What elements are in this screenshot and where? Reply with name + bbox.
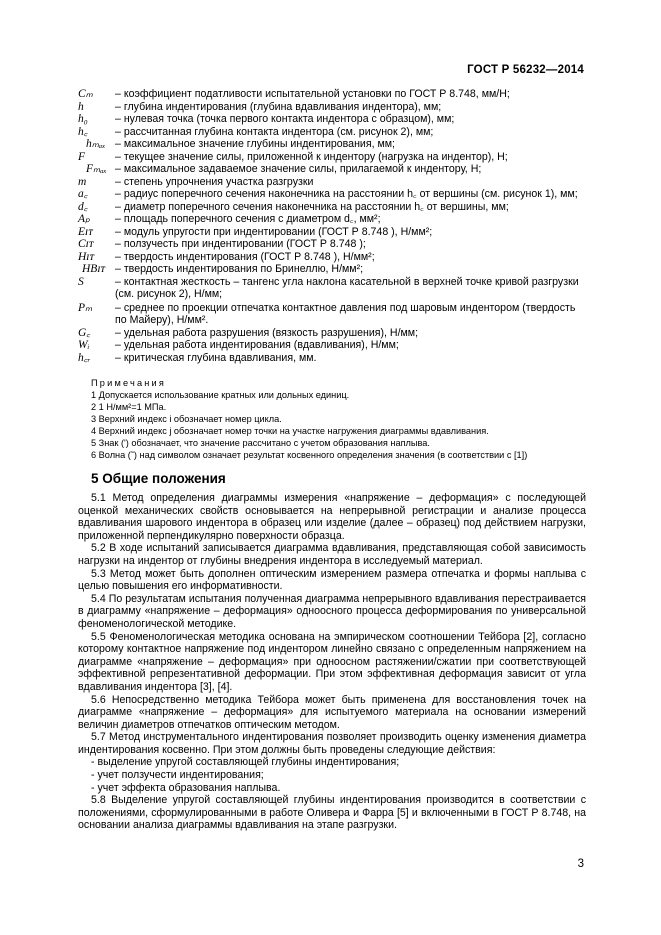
symbol: F: [78, 150, 86, 163]
symbol-definition: – глубина индентирования (глубина вдавливания индентора), мм;: [115, 100, 442, 113]
symbol-definition: – площадь поперечного сечения с диаметром d꜀, мм²;: [115, 213, 381, 225]
document-number: ГОСТ Р 56232—2014: [467, 64, 584, 76]
symbol: Hɪᴛ: [78, 250, 94, 263]
symbol: Cɪᴛ: [78, 238, 94, 250]
symbol-definition: – рассчитанная глубина контакта индентора (см. рисунок 2), мм;: [115, 125, 434, 138]
symbol-definition: – радиус поперечного сечения наконечника на расстоянии h꜀ от вершины (см. рисунок 1), мм;: [115, 188, 578, 200]
symbol-definition: – удельная работа разрушения (вязкость разрушения), Н/мм;: [115, 326, 419, 339]
symbol-row: [78, 276, 588, 301]
symbol-definition: – текущее значение силы, приложенной к индентору (нагрузка на индентор), Н;: [115, 150, 508, 163]
symbol-definition: – максимальное значение глубины индентирования, мм;: [115, 138, 395, 150]
paragraph: 5.1 Метод определения диаграммы измерения «напряжение – деформация» с последующей оценкой механических свойств основывается на непрерывной регистрации и анализе процесса вдавливания шарового индентора в образец или изделие (далее – образец) под действием нагрузки, приложенной перпендикулярно поверхности образца.: [78, 492, 586, 542]
list-item: - выделение упругой составляющей глубины индентирования;: [91, 756, 400, 769]
symbol-definition: – твердость индентирования (ГОСТ Р 8.748 ), Н/мм²;: [115, 250, 375, 263]
symbol-row: [78, 113, 588, 126]
note-item: 6 Волна (˜) над символом означает результат косвенного определения значения (в соответствии с [1]): [91, 450, 528, 460]
symbol-row: [78, 163, 588, 176]
symbol: hₘₐₓ: [86, 138, 106, 150]
section-title: 5 Общие положения: [91, 471, 226, 486]
symbol-row: [78, 302, 588, 327]
symbol: HBɪᴛ: [82, 263, 105, 275]
symbol-definition: – удельная работа индентирования (вдавливания), Н/мм;: [115, 339, 399, 351]
symbol-definition: – степень упрочнения участка разгрузки: [115, 175, 314, 188]
symbol-definition: – диаметр поперечного сечения наконечника на расстоянии h꜀ от вершины, мм;: [115, 200, 509, 213]
symbol-row: [78, 213, 588, 226]
symbol-row: [78, 151, 588, 164]
symbol: G꜀: [78, 326, 91, 339]
list-item: - учет ползучести индентирования;: [91, 769, 264, 782]
symbol-row: [78, 201, 588, 214]
symbol: a꜀: [78, 188, 88, 200]
paragraph: 5.3 Метод может быть дополнен оптическим измерением размера отпечатка и формы наплыва с целью повышения его информативности.: [78, 567, 586, 593]
symbol: Aₚ: [78, 213, 90, 225]
symbol-row: [78, 138, 588, 151]
symbol-row: [78, 352, 588, 365]
symbol: Pₘ: [78, 301, 93, 314]
symbol: h₀: [78, 113, 88, 125]
symbol: m: [78, 175, 87, 188]
symbol: S: [78, 275, 84, 288]
note-item: 1 Допускается использование кратных или дольных единиц.: [91, 390, 350, 400]
symbol-definition: – нулевая точка (точка первого контакта индентора с образцом), мм;: [115, 113, 455, 125]
symbol-row: [78, 263, 588, 276]
paragraph: 5.2 В ходе испытаний записывается диаграмма вдавливания, представляющая собой зависимость нагрузки на индентор от глубины внедрения индентора в исследуемый материал.: [78, 542, 586, 567]
symbol: d꜀: [78, 200, 88, 213]
paragraph: 5.6 Непосредственно методика Тейбора может быть применена для восстановления точек на диаграмме «напряжение – деформация» для испытуемого материала на основании измерений величин диаметров отпечатков оптическим методом.: [78, 693, 586, 731]
symbol-definition: – модуль упругости при индентировании (ГОСТ Р 8.748 ), Н/мм²;: [115, 225, 433, 238]
notes-title: Примечания: [91, 378, 167, 388]
symbol: Wᵢ: [78, 339, 90, 351]
symbol-definition: – максимальное задаваемое значение силы, прилагаемой к индентору, Н;: [115, 163, 482, 175]
paragraph: 5.7 Метод инструментального индентирования позволяет производить оценку изменения диаметра индентирования косвенно. При этом должны быть проведены следующие действия:: [78, 731, 586, 756]
note-item: 4 Верхний индекс j обозначает номер точки на участке нагружения диаграммы вдавливания.: [91, 426, 489, 436]
symbol-definition: – критическая глубина вдавливания, мм.: [115, 351, 317, 364]
page-number: 3: [577, 858, 584, 870]
note-item: 3 Верхний индекс i обозначает номер цикла.: [91, 414, 282, 424]
symbol-row: [78, 339, 588, 352]
symbol-definition: – коэффициент податливости испытательной установки по ГОСТ Р 8.748, мм/Н;: [115, 88, 510, 100]
symbol-definition: – контактная жесткость – тангенс угла наклона касательной в верхней точке кривой разгрузки (см. рисунок 2), Н/мм;: [115, 275, 579, 300]
section-body: [78, 492, 586, 832]
notes-block: [91, 377, 591, 461]
paragraph: 5.4 По результатам испытания полученная диаграмма непрерывного вдавливания перестраивается в диаграмму «напряжение – деформация» одноосного процесса деформирования по универсальной феноменологической методике.: [78, 592, 586, 630]
symbol-row: [78, 226, 588, 239]
note-item: 5 Знак (') обозначает, что значение рассчитано с учетом образования наплыва.: [91, 438, 430, 448]
symbol: h꜀: [78, 125, 88, 138]
symbol-row: [78, 238, 588, 251]
list-item: - учет эффекта образования наплыва.: [91, 781, 281, 794]
paragraph: 5.5 Феноменологическая методика основана на эмпирическом соотношении Тейбора [2], согласно которому контактное напряжение под индентором линейно связано с определенным напряжением на диаграмме «напряжение – деформация» при одноосном растяжении/сжатии при соответствующей эффективной репрезентативной деформации. При этом эффективная деформация зависит от угла вдавливания индентора [3], [4].: [78, 630, 586, 693]
symbol-row: [78, 101, 588, 114]
symbol: Eɪᴛ: [78, 225, 93, 238]
symbol: h꜀ᵣ: [78, 351, 91, 364]
symbol-row: [78, 176, 588, 189]
symbols-list: [78, 88, 588, 364]
symbol: Cₘ: [78, 88, 93, 100]
paragraph: 5.8 Выделение упругой составляющей глубины индентирования производится в соответствии с положениями, сформулированными в работе Оливера и Фарра [5] и включенными в ГОСТ Р 8.748, на основании анализа диаграммы вдавливания на этапе разгрузки.: [78, 794, 586, 832]
symbol-definition: – твердость индентирования по Бринеллю, Н/мм²;: [115, 263, 364, 275]
note-item: 2 1 Н/мм²=1 МПа.: [91, 402, 167, 412]
symbol-definition: – среднее по проекции отпечатка контактное давления под шаровым индентором (твердость по Майеру), Н/мм².: [115, 301, 576, 326]
symbol-row: [78, 88, 588, 101]
symbol-row: [78, 126, 588, 139]
symbol: Fₘₐₓ: [86, 163, 107, 175]
symbol-row: [78, 251, 588, 264]
symbol-row: [78, 188, 588, 201]
symbol-row: [78, 327, 588, 340]
symbol: h: [78, 100, 84, 113]
symbol-definition: – ползучесть при индентировании (ГОСТ Р 8.748 );: [115, 238, 366, 250]
